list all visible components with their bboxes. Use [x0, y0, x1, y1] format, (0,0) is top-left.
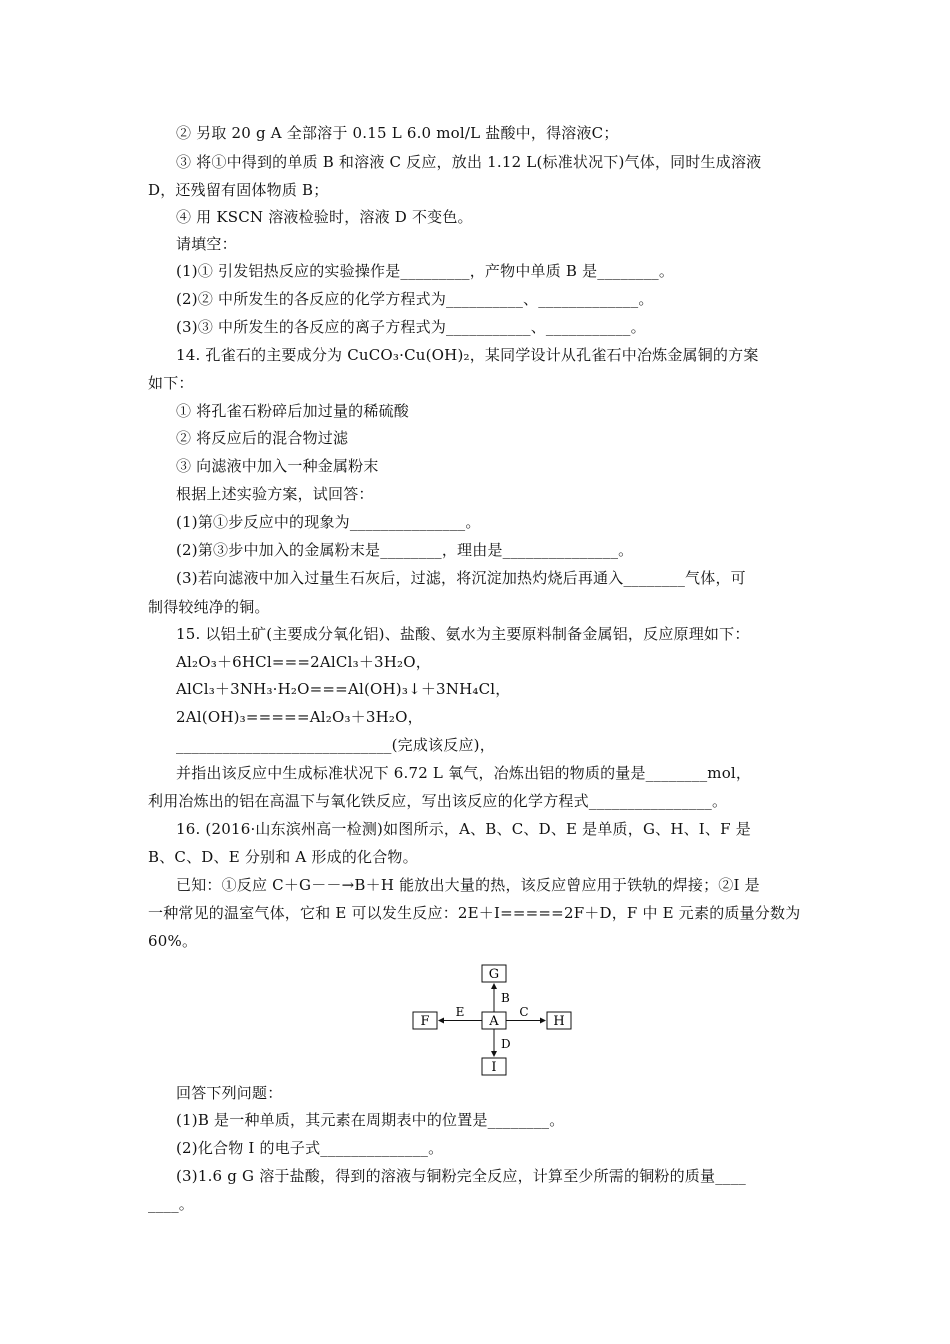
text-line: (3)③ 中所发生的各反应的离子方程式为___________、___________。	[176, 318, 646, 336]
node-top-label: G	[488, 967, 500, 982]
text-line: 制得较纯净的铜。	[148, 598, 270, 616]
text-line: 请填空：	[176, 235, 237, 253]
text-line: 回答下列问题：	[176, 1084, 283, 1102]
text-line: ② 另取 20 g A 全部溶于 0.15 L 6.0 mol/L 盐酸中，得溶液C；	[176, 124, 619, 142]
equation-line: AlCl₃＋3NH₃·H₂O===Al(OH)₃↓＋3NH₄Cl，	[176, 680, 511, 698]
text-line: (2)化合物 I 的电子式______________。	[176, 1139, 444, 1157]
edge-right-label: C	[519, 1005, 529, 1019]
edge-down-label: D	[501, 1037, 511, 1051]
text-line: (3)若向滤液中加入过量生石灰后，过滤，将沉淀加热灼烧后再通入________气体，可	[176, 569, 746, 587]
node-bottom-label: I	[491, 1060, 497, 1075]
text-line: 60%。	[148, 932, 198, 950]
text-line: (1)B 是一种单质，其元素在周期表中的位置是________。	[176, 1111, 565, 1129]
text-line: B、C、D、E 分别和 A 形成的化合物。	[148, 848, 418, 866]
question-14-heading: 14. 孔雀石的主要成分为 CuCO₃·Cu(OH)₂，某同学设计从孔雀石中冶炼金属铜的方案	[176, 346, 759, 364]
text-line: 一种常见的温室气体，它和 E 可以发生反应：2E＋I=====2F＋D，F 中 E 元素的质量分数为	[148, 904, 801, 922]
text-line: 如下：	[148, 374, 194, 392]
question-16-heading: 16. (2016·山东滨州高一检测)如图所示，A、B、C、D、E 是单质，G、H、I、F 是	[176, 820, 751, 838]
question-15-heading: 15. 以铝土矿(主要成分氧化铝)、盐酸、氨水为主要原料制备金属铝，反应原理如下：	[176, 625, 750, 643]
text-line: (1)① 引发铝热反应的实验操作是_________，产物中单质 B 是________。	[176, 262, 675, 280]
reaction-diagram	[410, 962, 580, 1078]
text-line: (3)1.6 g G 溶于盐酸，得到的溶液与铜粉完全反应，计算至少所需的铜粉的质量____	[176, 1167, 746, 1185]
node-right-label: H	[553, 1014, 565, 1029]
text-line: ① 将孔雀石粉碎后加过量的稀硫酸	[176, 402, 409, 420]
text-line: (1)第①步反应中的现象为_______________。	[176, 513, 481, 531]
text-line: (2)② 中所发生的各反应的化学方程式为__________、_____________。	[176, 290, 654, 308]
text-line: ③ 向滤液中加入一种金属粉末	[176, 457, 379, 475]
text-line: ____________________________(完成该反应)，	[176, 736, 495, 754]
equation-line: 2Al(OH)₃=====Al₂O₃＋3H₂O，	[176, 708, 423, 726]
text-line: 利用冶炼出的铝在高温下与氧化铁反应，写出该反应的化学方程式________________。	[148, 792, 728, 810]
node-left-label: F	[420, 1014, 430, 1029]
text-line: ③ 将①中得到的单质 B 和溶液 C 反应，放出 1.12 L(标准状况下)气体，同时生成溶液	[176, 153, 762, 171]
text-line: 根据上述实验方案，试回答：	[176, 485, 374, 503]
text-line: ② 将反应后的混合物过滤	[176, 429, 349, 447]
equation-line: Al₂O₃＋6HCl===2AlCl₃＋3H₂O，	[176, 653, 431, 671]
text-line: ____。	[148, 1195, 195, 1213]
edge-up-label: B	[501, 991, 510, 1005]
text-line: (2)第③步中加入的金属粉末是________，理由是_______________。	[176, 541, 634, 559]
text-line: 并指出该反应中生成标准状况下 6.72 L 氧气，冶炼出铝的物质的量是________mol，	[176, 764, 752, 782]
text-line: ④ 用 KSCN 溶液检验时，溶液 D 不变色。	[176, 208, 473, 226]
edge-left-label: E	[455, 1005, 465, 1019]
text-line: D，还残留有固体物质 B；	[148, 181, 329, 199]
node-center-label: A	[489, 1014, 499, 1029]
text-line: 已知：①反应 C＋G－－→B＋H 能放出大量的热，该反应曾应用于铁轨的焊接；②I 是	[176, 876, 760, 894]
